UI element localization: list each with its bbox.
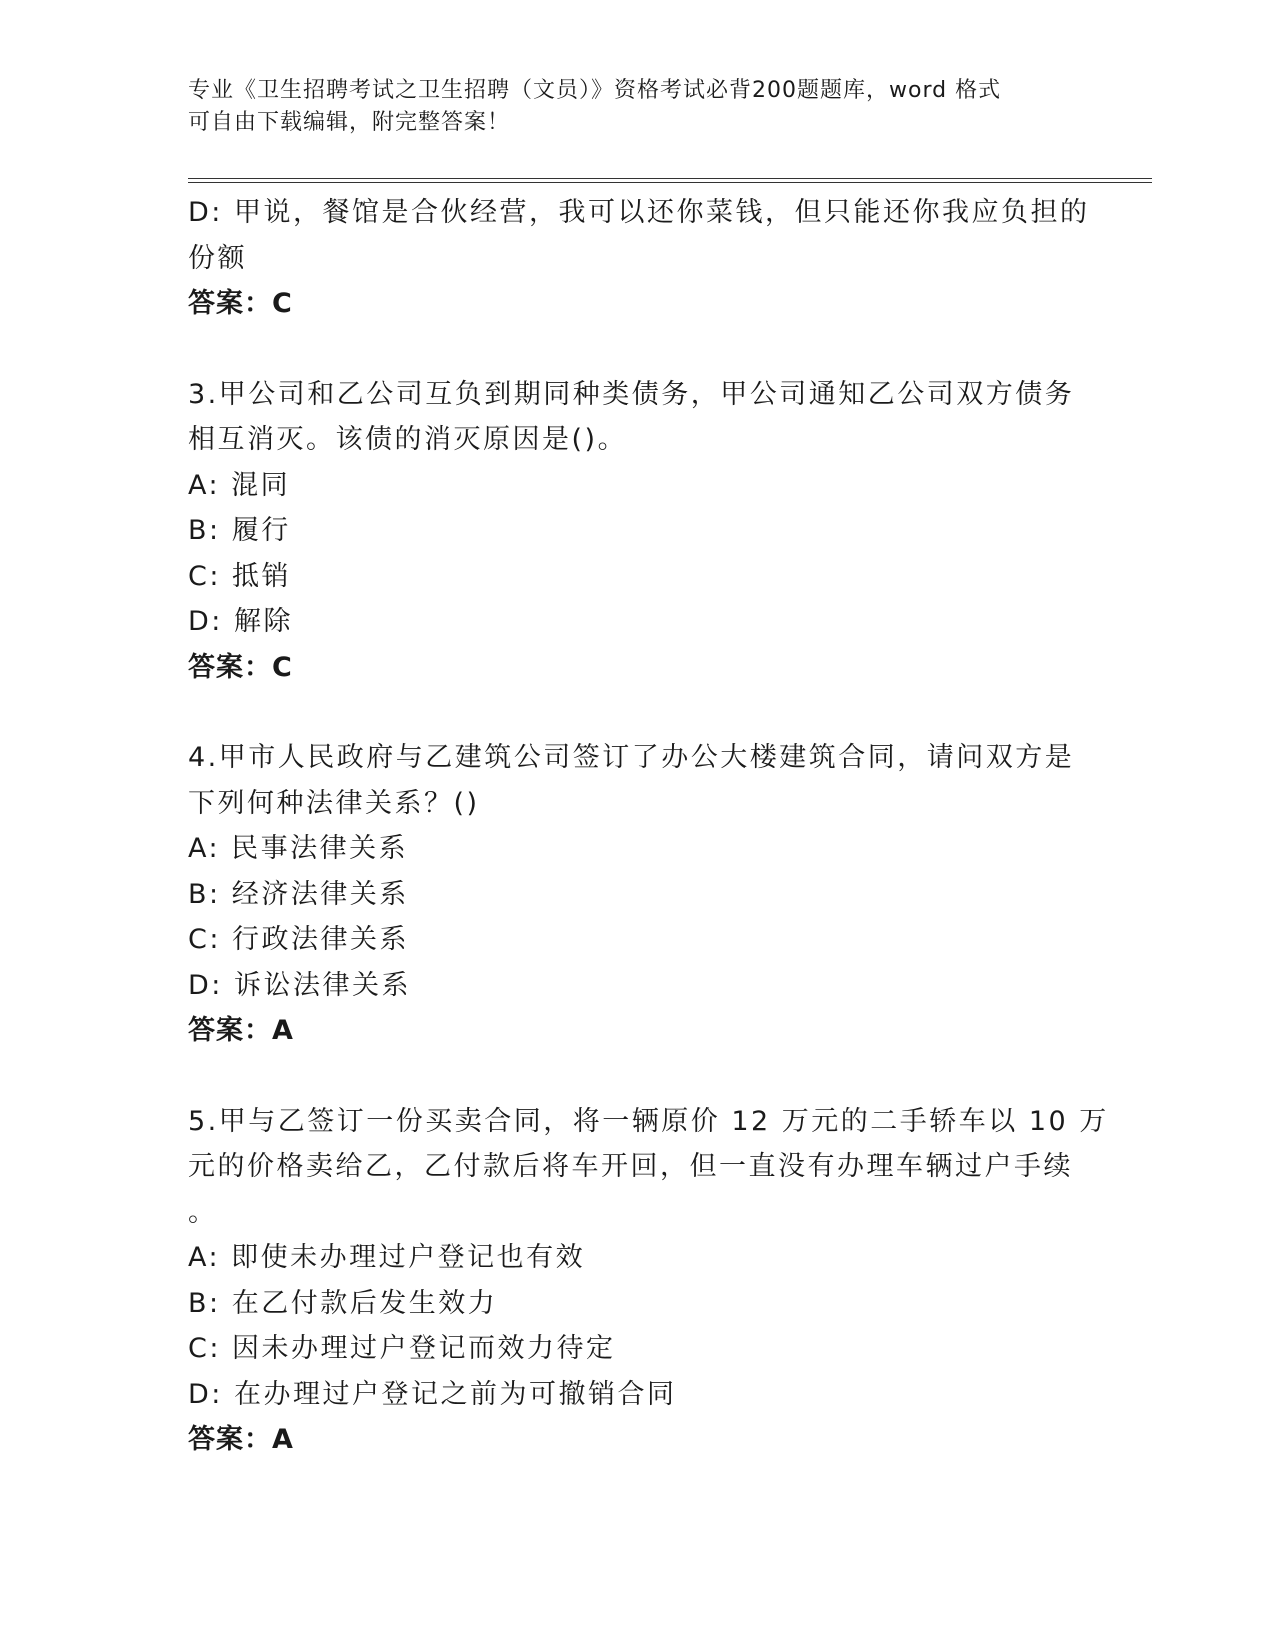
question-fragment	[188, 190, 1088, 327]
header-line-1: 专业《卫生招聘考试之卫生招聘（文员）》资格考试必背200题题库，word 格式	[188, 78, 1002, 103]
option-a: A: 民事法律关系	[188, 833, 409, 864]
spacer	[188, 1054, 1088, 1099]
question-stem: 5.甲与乙签订一份买卖合同，将一辆原价 12 万元的二手轿车以 10 万	[188, 1105, 1109, 1137]
answer: 答案：A	[188, 1424, 294, 1455]
option-a: A: 即使未办理过户登记也有效	[188, 1242, 586, 1273]
option-b: B: 在乙付款后发生效力	[188, 1287, 498, 1319]
question-5	[188, 1099, 1109, 1463]
question-stem: 3.甲公司和乙公司互负到期同种类债务，甲公司通知乙公司双方债务	[188, 378, 1075, 410]
option-c: C: 因未办理过户登记而效力待定	[188, 1333, 616, 1364]
header-line-2: 可自由下载编辑，附完整答案！	[188, 110, 511, 135]
question-4	[188, 735, 1088, 1054]
option-d: D: 甲说，餐馆是合伙经营，我可以还你菜钱，但只能还你我应负担的	[188, 197, 1090, 228]
spacer	[188, 327, 1088, 372]
answer: 答案：C	[188, 288, 293, 319]
option-b: B: 经济法律关系	[188, 878, 409, 910]
option-d: D: 诉讼法律关系	[188, 969, 411, 1001]
option-d-continued: 份额	[188, 242, 247, 274]
question-stem: 4.甲市人民政府与乙建筑公司签订了办公大楼建筑合同，请问双方是	[188, 742, 1075, 773]
header-divider	[188, 178, 1152, 183]
spacer	[188, 690, 1088, 735]
question-stem: 相互消灭。该债的消灭原因是()。	[188, 424, 628, 455]
question-3	[188, 372, 1088, 691]
question-stem: 元的价格卖给乙，乙付款后将车开回，但一直没有办理车辆过户手续	[188, 1151, 1073, 1182]
option-b: B: 履行	[188, 515, 291, 546]
option-c: C: 抵销	[188, 560, 292, 592]
option-d: D: 在办理过户登记之前为可撤销合同	[188, 1378, 677, 1410]
answer: 答案：A	[188, 1015, 294, 1046]
option-c: C: 行政法律关系	[188, 924, 410, 955]
option-a: A: 混同	[188, 469, 291, 501]
answer: 答案：C	[188, 651, 293, 683]
option-d: D: 解除	[188, 606, 293, 637]
question-stem: 下列何种法律关系？()	[188, 787, 480, 819]
document-header	[188, 75, 1088, 139]
question-stem: 。	[188, 1196, 218, 1228]
question-list	[188, 190, 1109, 1463]
